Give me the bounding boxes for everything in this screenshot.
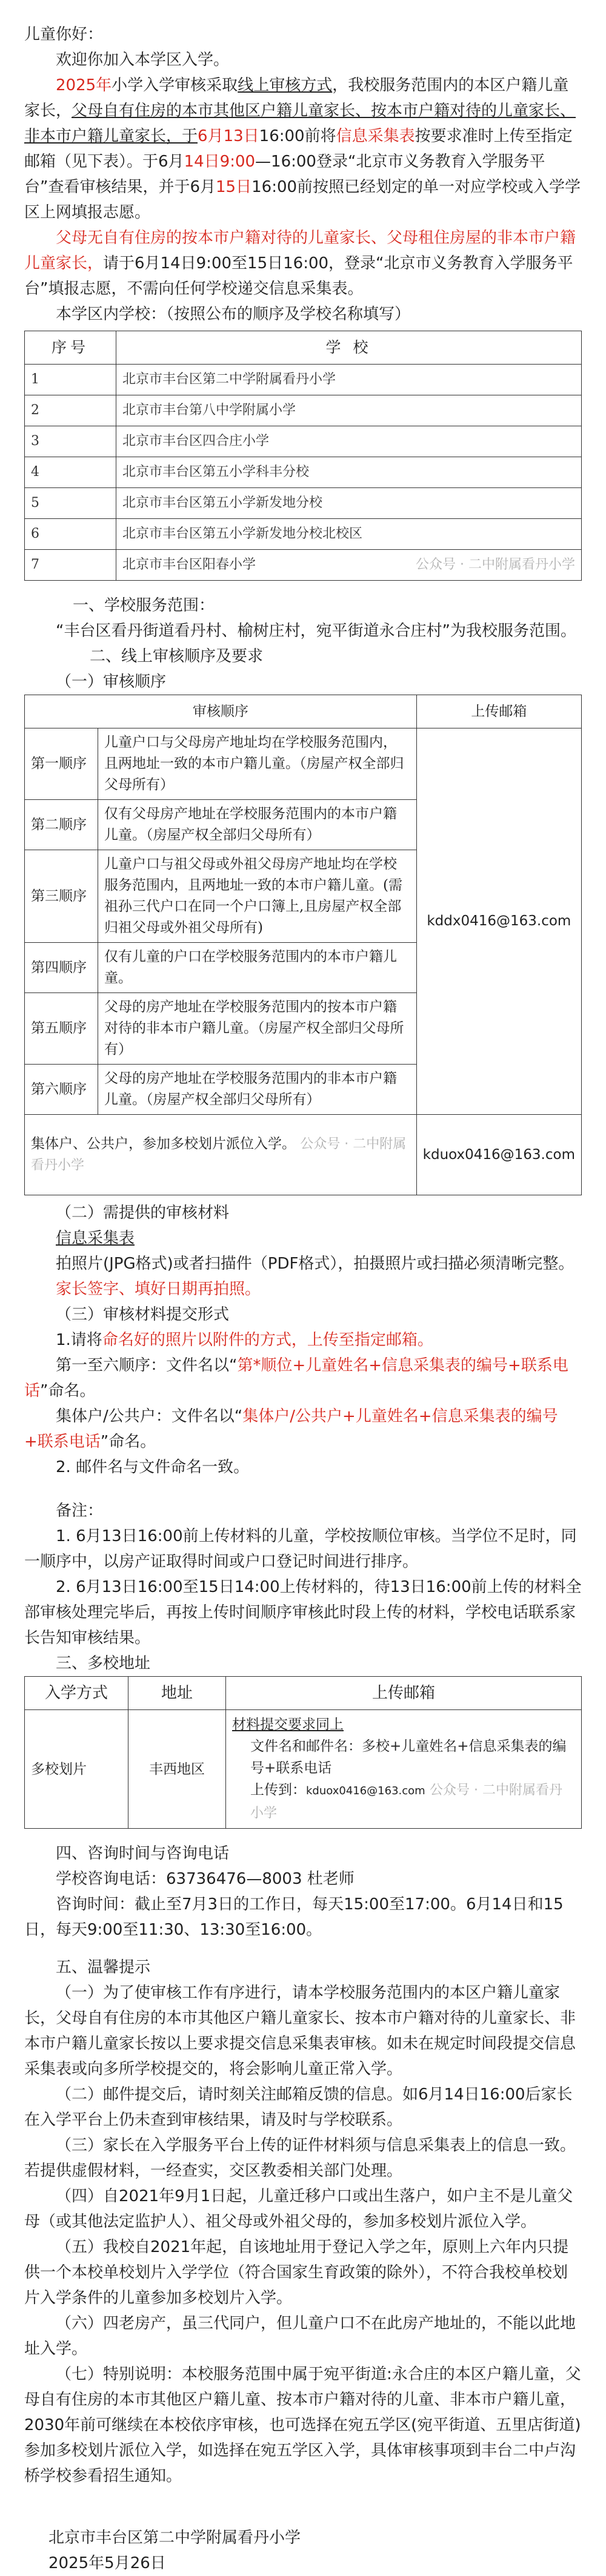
header-upload: 上传邮箱: [226, 1677, 582, 1710]
material-title: 信息采集表: [56, 1229, 135, 1247]
table-row: [25, 1710, 582, 1829]
area-cell: 丰西地区: [128, 1710, 226, 1829]
req-name: 文件名和邮件名：多校+儿童姓名+信息采集表的编号+联系电话: [250, 1739, 567, 1776]
sign-date: 2025年5月26日: [48, 2554, 166, 2572]
mode-cell: 多校划片: [25, 1710, 128, 1829]
rent-paragraph: 父母无自有住房的按本市户籍对待的儿童家长、父母租住房屋的非本市户籍儿童家长，请于6月14日9:00至15日16:00，登录“北京市义务教育入学服务平台”填报志愿，不需向任何学校递交信息采集表。: [24, 229, 576, 298]
section5-title: 五、温馨提示: [56, 1958, 151, 1977]
section1-title: 一、学校服务范围：: [73, 596, 215, 615]
tip-item: （四）自2021年9月1日起，儿童迁移户口或出生落户，如户主不是儿童父母（或其他法定监护人）、祖父母或外祖父母的，参加多校划片派位入学。: [24, 2187, 573, 2231]
collective-row: [25, 1115, 582, 1195]
order-label: 第三顺序: [25, 850, 98, 943]
collective-email-cell: [416, 1115, 581, 1195]
order-label: 第五顺序: [25, 993, 98, 1065]
collective-cell: [25, 1115, 417, 1195]
table-row: [25, 728, 582, 800]
submit-line-3: 集体户/公共户：文件名以“集体户/公共户+儿童姓名+信息采集表的编号+联系电话”命名。: [24, 1407, 558, 1451]
material-note: 家长签字、填好日期再拍照。: [56, 1280, 261, 1298]
watermark-text: 公众号 · 二中附属看丹小学: [250, 1783, 562, 1821]
req-title: 材料提交要求同上: [232, 1717, 344, 1732]
header-address: 地址: [128, 1677, 226, 1710]
upload-cell: [226, 1710, 582, 1829]
header-index: 序号: [25, 331, 116, 365]
row-index: 6: [25, 519, 116, 550]
table-row: [25, 365, 582, 395]
note-2: 2. 6月13日16:00至15日14:00上传材料的，待13日16:00前上传的材料全部审核处理完毕后，再按上传时间顺序审核此时段上传的材料，学校电话联系家长告知审核结果。: [24, 1578, 582, 1647]
sign-school: 北京市丰台区第二中学附属看丹小学: [48, 2529, 301, 2547]
school-name: 北京市丰台区四合庄小学: [116, 426, 582, 457]
section2-title: 二、线上审核顺序及要求: [90, 647, 264, 665]
order-header-row: [25, 695, 582, 728]
order-table: [24, 695, 582, 1195]
tip-item: （六）四老房产，虽三代同户，但儿童户口不在此房产地址的，不能以此地址入学。: [24, 2314, 576, 2358]
watermark-text: 公众号 · 二中附属看丹小学: [31, 1137, 407, 1173]
school-name: 北京市丰台区第五小学科丰分校: [116, 457, 582, 488]
main-email: kddx0416@163.com: [427, 913, 571, 929]
header-school: 学 校: [116, 331, 582, 365]
greeting: 儿童你好：: [24, 25, 104, 44]
watermark-text: 公众号 · 二中附属看丹小学: [416, 557, 575, 572]
note-title: 备注：: [56, 1502, 104, 1520]
section2-sub2: （二）需提供的审核材料: [56, 1204, 230, 1222]
school-name-cell: [116, 550, 582, 581]
collective-text: 集体户、公共户，参加多校划片派位入学。: [31, 1136, 296, 1152]
header-order: 审核顺序: [25, 695, 417, 728]
row-index: 4: [25, 457, 116, 488]
schools-table: [24, 331, 582, 581]
upload-line: 上传到：kduox0416@163.com 公众号 · 二中附属看丹小学: [250, 1782, 562, 1821]
tip-item: （五）我校自2021年起，自该地址用于登记入学之年，原则上六年内只提供一个本校单校划片入学学位（符合国家生育政策的除外），不符合我校单校划片入学条件的儿童参加多校划片入学。: [24, 2238, 569, 2307]
submit-line-1: 1.请将命名好的照片以附件的方式，上传至指定邮箱。: [56, 1331, 433, 1349]
row-index: 2: [25, 395, 116, 426]
addr-header-row: [25, 1677, 582, 1710]
school-name: 北京市丰台区第二中学附属看丹小学: [116, 365, 582, 395]
tip-item: （三）家长在入学服务平台上传的证件材料须与信息采集表上的信息一致。若提供虚假材料，一经查实，交区教委相关部门处理。: [24, 2136, 576, 2180]
order-desc: 儿童户口与祖父母或外祖父母房产地址均在学校服务范围内，且两地址一致的本市户籍儿童。(需祖孙三代户口在同一个户口簿上,且房屋产权全部归祖父母或外祖父母所有): [98, 850, 417, 943]
submit-line-2: 第一至六顺序：文件名以“第*顺位+儿童姓名+信息采集表的编号+联系电话”命名。: [24, 1356, 568, 1400]
school-name: 北京市丰台区阳春小学: [122, 557, 256, 572]
order-label: 第四顺序: [25, 943, 98, 993]
order-desc: 仅有父母房产地址在学校服务范围内的本市户籍儿童。（房屋产权全部归父母所有）: [98, 800, 417, 850]
section4-phone: 学校咨询电话：63736476—8003 杜老师: [56, 1870, 355, 1888]
section4-time: 咨询时间：截止至7月3日的工作日，每天15:00至17:00。6月14日和15日，每天9:00至11:30、13:30至16:00。: [24, 1895, 564, 1939]
table-row: [25, 395, 582, 426]
row-index: 1: [25, 365, 116, 395]
order-desc: 父母的房产地址在学校服务范围内的非本市户籍儿童。（房屋产权全部归父母所有）: [98, 1065, 417, 1115]
tip-item: （七）特别说明：本校服务范围中属于宛平街道:永合庄的本区户籍儿童，父母自有住房的本市其他区户籍儿童、按本市户籍对待的儿童、非本市户籍儿童，2030年前可继续在本校依序审核，也可选择在宛五学区(宛平街道、五里店街道)参加多校划片派位入学，如选择在宛五学区入学，具体审核事项到丰台二中卢沟桥学校参看招生通知。: [24, 2365, 581, 2485]
submit-line-4: 2. 邮件名与文件命名一致。: [56, 1458, 250, 1476]
section3-title: 三、多校地址: [56, 1654, 151, 1673]
tip-item: （二）邮件提交后，请时刻关注邮箱反馈的信息。如6月14日16:00后家长在入学平台上仍未查到审核结果，请及时与学校联系。: [24, 2086, 573, 2129]
table-row: [25, 550, 582, 581]
school-name: 北京市丰台区第五小学新发地分校: [116, 488, 582, 519]
school-name: 北京市丰台第八中学附属小学: [116, 395, 582, 426]
school-intro: 本学区内学校：（按照公布的顺序及学校名称填写）: [56, 305, 411, 323]
tip-item: （一）为了使审核工作有序进行，请本学校服务范围内的本区户籍儿童家长，父母自有住房的本市其他区户籍儿童家长、按本市户籍对待的儿童家长、非本市户籍儿童家长按以上要求提交信息采集表审核。如未在规定时间段提交信息采集表或向多所学校提交的，将会影响儿童正常入学。: [24, 1984, 576, 2078]
section1-text: “丰台区看丹街道看丹村、榆树庄村，宛平街道永合庄村”为我校服务范围。: [56, 622, 576, 640]
main-email-cell: [416, 728, 581, 1115]
row-index: 7: [25, 550, 116, 581]
header-mode: 入学方式: [25, 1677, 128, 1710]
table-row: [25, 426, 582, 457]
collective-email: kduox0416@163.com: [422, 1146, 575, 1163]
table-row: [25, 488, 582, 519]
header-email: 上传邮箱: [416, 695, 581, 728]
address-table: [24, 1676, 582, 1829]
row-index: 5: [25, 488, 116, 519]
order-desc: 父母的房产地址在学校服务范围内的按本市户籍对待的非本市户籍儿童。（房屋产权全部归父母所有）: [98, 993, 417, 1065]
table-row: [25, 457, 582, 488]
section2-sub1: （一）审核顺序: [56, 673, 167, 691]
section2-sub3: （三）审核材料提交形式: [56, 1306, 230, 1324]
order-label: 第一顺序: [25, 728, 98, 800]
order-desc: 仅有儿童的户口在学校服务范围内的本市户籍儿童。: [98, 943, 417, 993]
schools-header-row: [25, 331, 582, 365]
order-label: 第二顺序: [25, 800, 98, 850]
section4-title: 四、咨询时间与咨询电话: [56, 1844, 230, 1863]
upload-email: kduox0416@163.com: [306, 1785, 425, 1797]
intro-paragraph: 2025年小学入学审核采取线上审核方式，我校服务范围内的本区户籍儿童家长，父母自有住房的本市其他区户籍儿童家长、按本市户籍对待的儿童家长、非本市户籍儿童家长，于6月13日16:00前将信息采集表按要求准时上传至指定邮箱（见下表）。于6月14日9:00—16:00登录“北京市义务教育入学服务平台”查看审核结果，并于6月15日16:00前按照已经划定的单一对应学校或入学学区上网填报志愿。: [24, 76, 581, 222]
order-desc: 儿童户口与父母房产地址均在学校服务范围内，且两地址一致的本市户籍儿童。（房屋产权全部归父母所有）: [98, 728, 417, 800]
table-row: [25, 519, 582, 550]
material-desc: 拍照片(JPG格式)或者扫描件（PDF格式），拍摄照片或扫描必须清晰完整。: [56, 1255, 574, 1273]
welcome-line: 欢迎你加入本学区入学。: [56, 51, 230, 69]
row-index: 3: [25, 426, 116, 457]
school-name: 北京市丰台区第五小学新发地分校北校区: [116, 519, 582, 550]
note-1: 1. 6月13日16:00前上传材料的儿童，学校按顺位审核。当学位不足时，同一顺序中，以房产证取得时间或户口登记时间进行排序。: [24, 1527, 577, 1571]
order-label: 第六顺序: [25, 1065, 98, 1115]
